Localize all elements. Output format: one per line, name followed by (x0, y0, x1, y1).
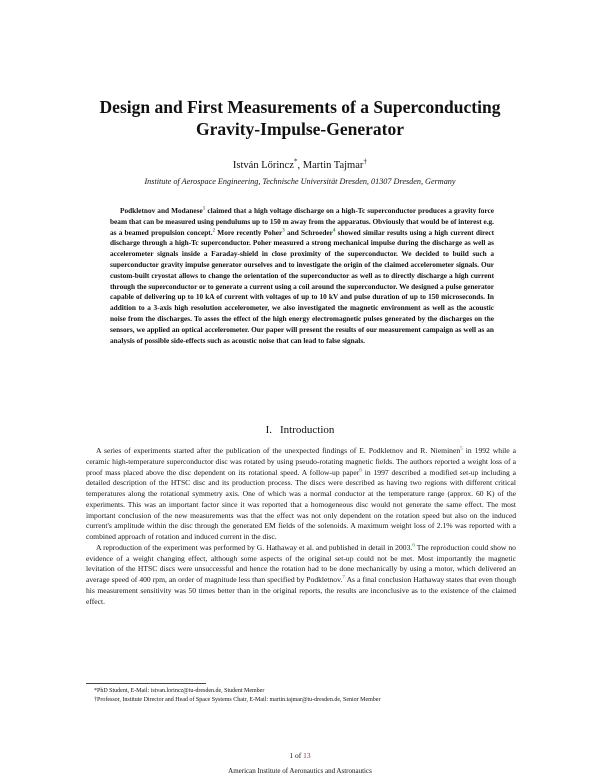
citation-link[interactable]: 3 (282, 227, 285, 234)
abstract-text: showed similar results using a high current direct discharge through a high-Tc superconductor. Poher measured a strong mechanical impulse during the discharge as well as accelerometer signals inside a Faraday-shield in close proximity of the superconductor. We decided to build such a superconductor gravity impulse generator ourselves and to investigate the origin of the claimed accelerometer signals. Our custom-built cryostat allows to change the orientation of the superconductor as well as to directly discharge a high current through the superconductor or to generate a current using a coil around the superconductor. We designed a pulse generator capable of delivering up to 10 kA of current with voltages of up to 10 kV and pulse duration of up to 150 microseconds. In addition to a 3-axis high resolution accelerometer, we also investigated the magnetic environment as well as the acoustic noise from the discharges. To asses the effect of the high energy electromagnetic pulses generated by the discharges on the sensors, we applied an optical accelerometer. Our paper will present the results of our measurement campaign as well as an analysis of possible side-effects such as acoustic noise that can lead to false signals. (110, 227, 494, 345)
citation-link[interactable]: 2 (212, 227, 216, 234)
paragraph (86, 446, 516, 543)
paragraph (86, 543, 516, 608)
citation-link[interactable]: 6 (412, 542, 415, 549)
author-list (60, 156, 540, 171)
affiliation: Institute of Aerospace Engineering, Technische Universität Dresden, 01307 Dresden, Germany (144, 177, 456, 186)
abstract-text: and Schroeder (284, 227, 333, 237)
abstract-text: claimed that a high voltage discharge on a high-Tc superconductor produces a gravity force beam that can be measured using pendulums up to 150 m away from the apparatus. Obviously that would be of interest e.g. as a beamed propulsion concept. (110, 206, 495, 237)
author-1-mark: * (293, 156, 298, 166)
author-2-mark: † (363, 156, 368, 166)
footer-organization: American Institute of Aeronautics and Astronautics (228, 767, 372, 775)
citation-link[interactable]: 5 (460, 445, 463, 452)
paragraph-text: The reproduction could show no evidence of a weight changing effect, although some aspects of the original set-up could not be met. Most importantly the magnetic levitation of the HTSC discs were unsuccessful and hence the rotation had to be done mechanically by using a motor, which delivered an average speed of 400 rpm, an order of magnitude less than specified by Podkletnov. (86, 542, 516, 584)
title-line-2: Gravity-Impulse-Generator (195, 119, 404, 139)
page-total-link[interactable]: 13 (303, 751, 311, 760)
paragraph-text: in 1992 while a ceramic high-temperature superconductor disc was rotated by using pseudo-rotating magnetic fields. The authors reported a weight loss of a proof mass placed above the disc dependent on its rotational speed. A follow-up paper (86, 446, 516, 477)
citation-link[interactable]: 6 (359, 466, 362, 473)
footnote-1: *PhD Student, E-Mail: istvan.lorincz@tu-dresden.de, Student Member (94, 688, 265, 694)
section-title: Introduction (280, 424, 335, 436)
author-separator: , (297, 160, 303, 171)
abstract-text: Podkletnov and Modanese (120, 206, 203, 215)
page-number (0, 751, 600, 760)
section-number: I. (265, 424, 273, 436)
paragraph-text: A series of experiments started after the publication of the unexpected findings of E. Podkletnov and R. Nieminen (96, 446, 461, 455)
citation-link[interactable]: 7 (342, 574, 345, 581)
section-heading (60, 424, 540, 436)
author-2: Martin Tajmar (302, 160, 364, 171)
paragraph-text: As a final conclusion Hathaway states that even though his measurement sensitivity was 50 times better than in the original reports, the results are inconclusive as to the existence of the claimed effect. (86, 575, 516, 606)
abstract (110, 206, 494, 346)
page-of: of (295, 751, 302, 760)
citation-link[interactable]: 1 (202, 205, 206, 212)
paper-title (60, 96, 540, 140)
page-current: 1 (289, 751, 294, 760)
footnotes (86, 683, 381, 705)
abstract-text: More recently Poher (215, 227, 283, 237)
paragraph-text: A reproduction of the experiment was performed by G. Hathaway et al. and published in detail in 2003. (96, 542, 413, 552)
author-1: István Lőrincz (232, 160, 294, 171)
paragraph-text: in 1997 described a modified set-up including a detailed description of the HTSC disc and its production process. The discs were described as having two regions with different critical temperatures along the rotational symmetry axis. One of which was a normal conductor at the temperature range (approx. 60 K) of the experiments. This was an important factor since it was reported that a homogeneous disc would not generate the same effect. The most important conclusion of the new measurements was that the effect was not only dependent on the rotation speed but also on the induced current's amplitude within the disc through the generated EM fields of the solenoids. A maximum weight loss of 2.1% was reported with a combined approach of rotation and induced current in the disc. (86, 467, 516, 541)
introduction-body (86, 446, 516, 607)
title-line-1: Design and First Measurements of a Superconducting (99, 97, 501, 117)
footnote-2: †Professor, Institute Director and Head of Space Systems Chair, E-Mail: martin.tajmar@tu-dresden.de, Senior Member (94, 697, 381, 703)
citation-link[interactable]: 4 (332, 227, 336, 234)
